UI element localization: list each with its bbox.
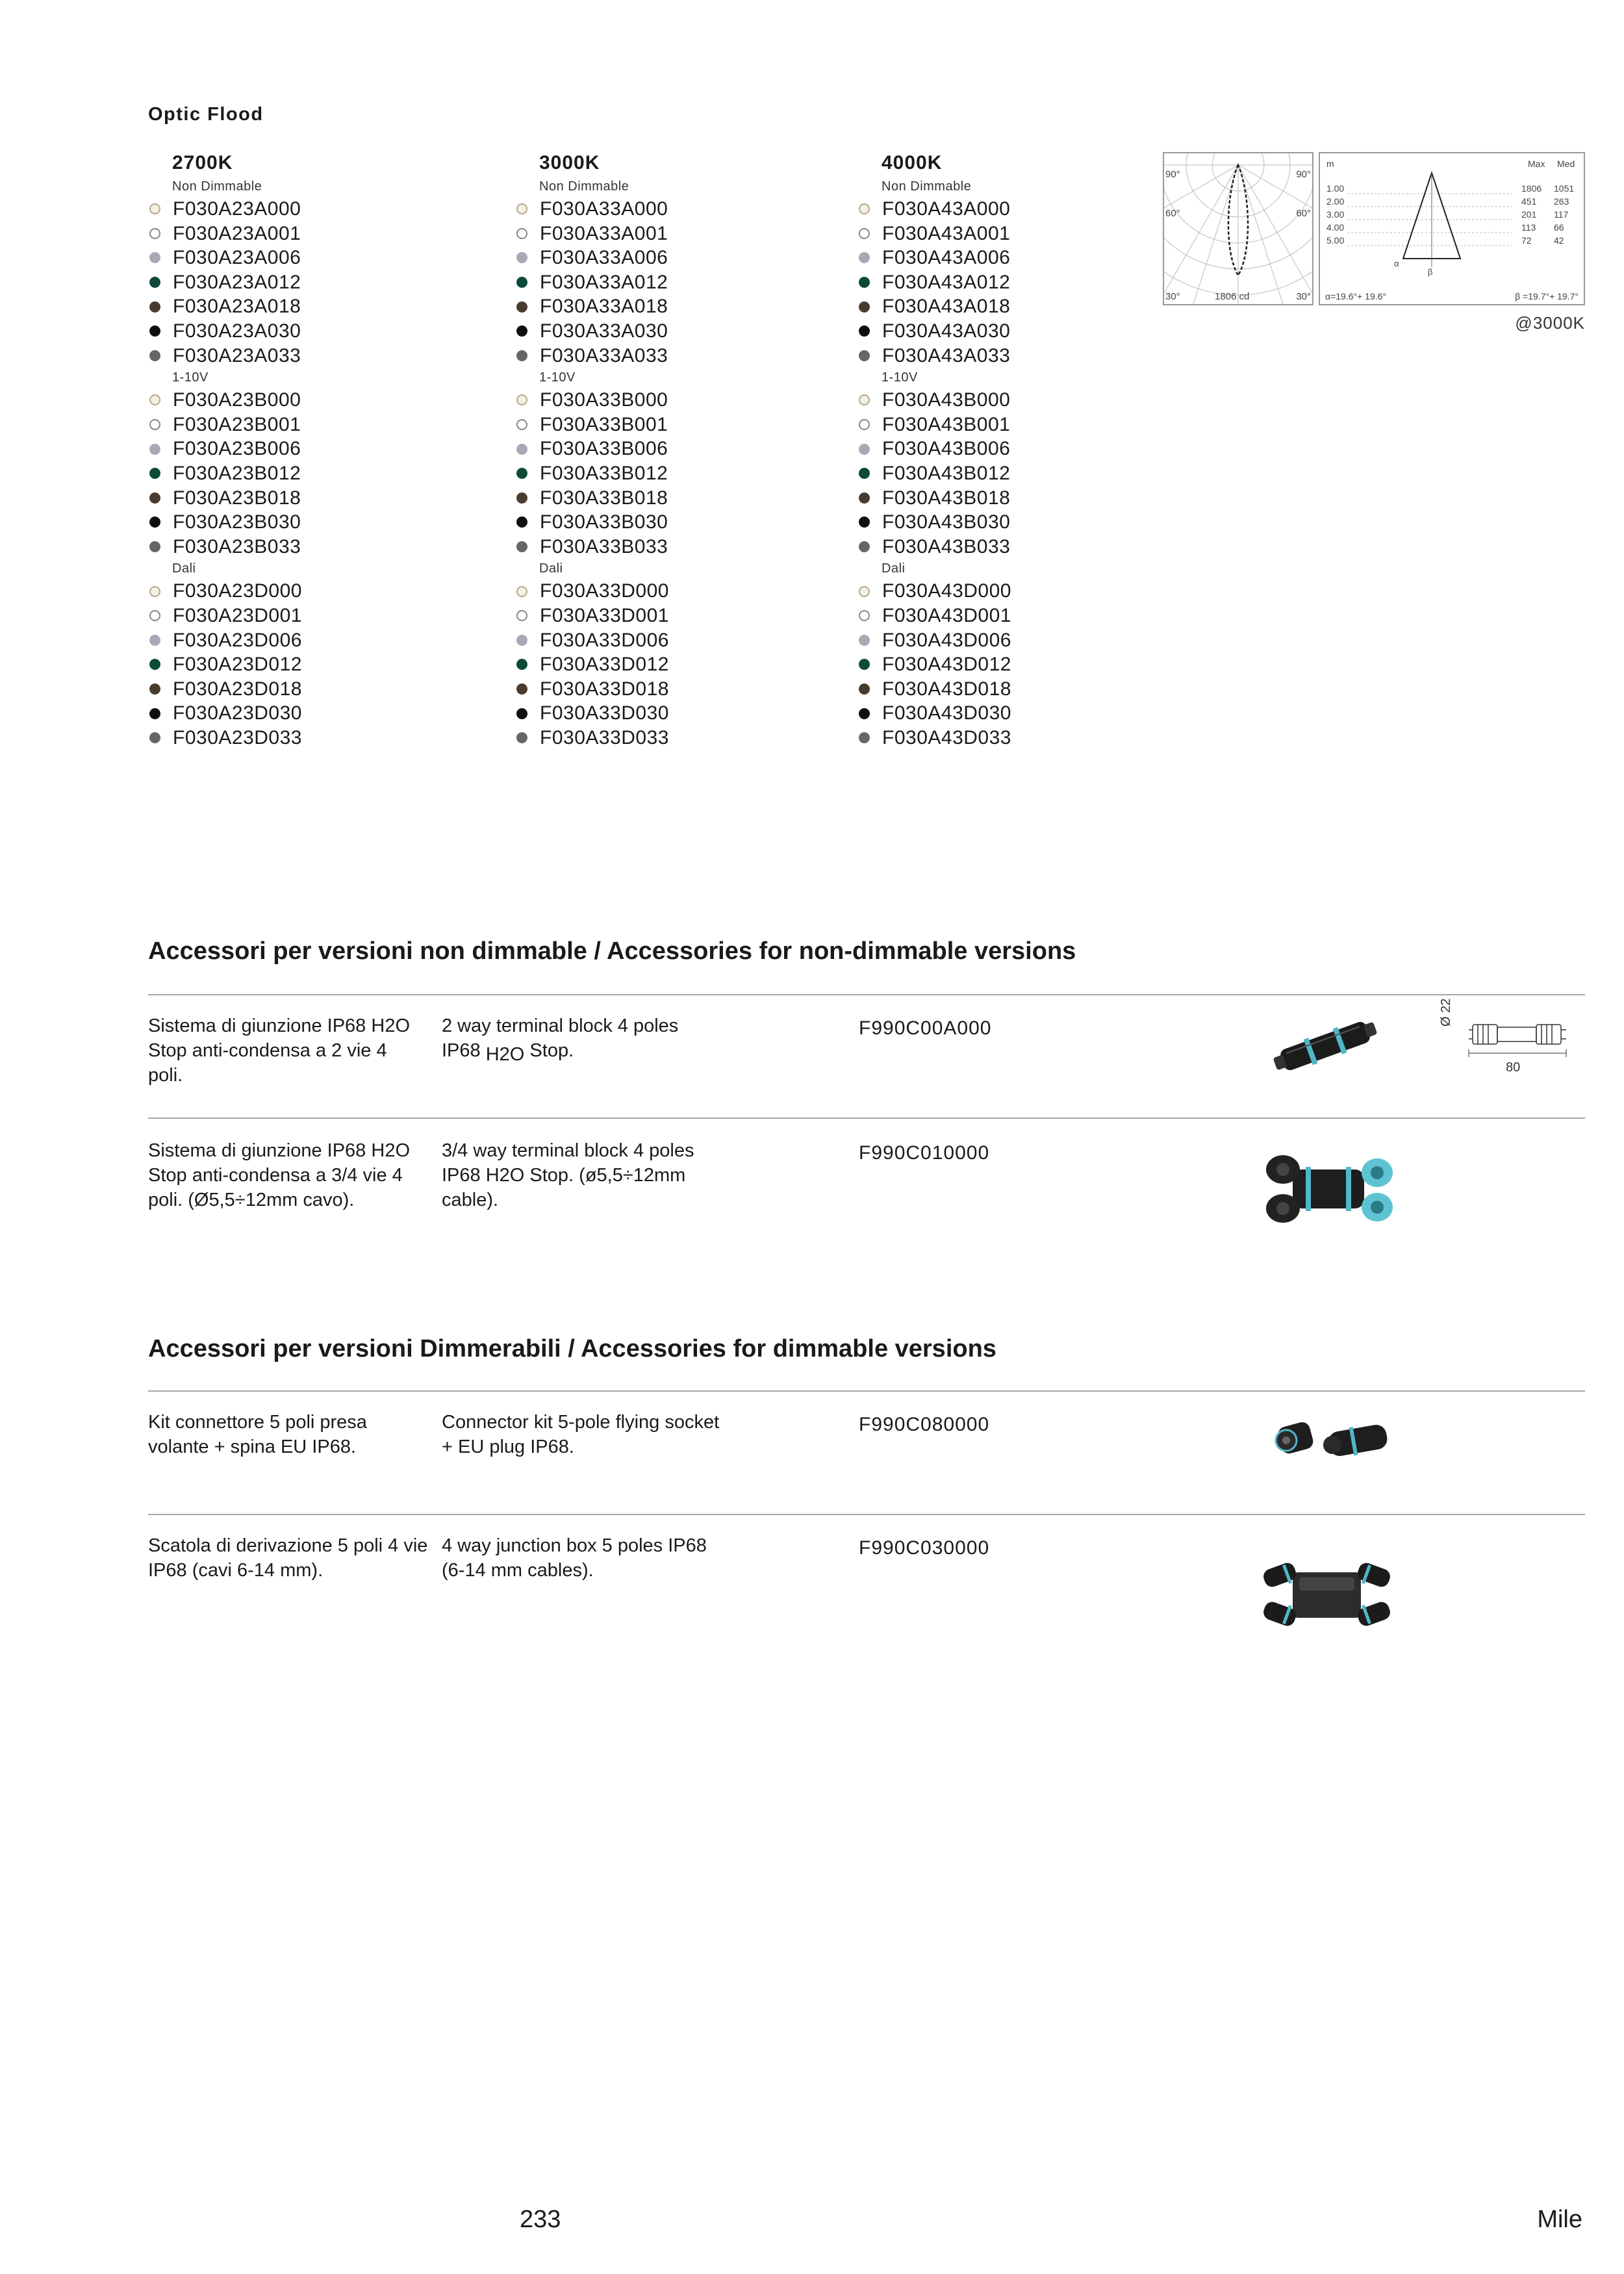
alpha-symbol: α [1394, 259, 1399, 268]
finish-swatch-icon [859, 301, 870, 313]
product-code-row [857, 437, 1182, 461]
m-label: m [1326, 159, 1334, 169]
product-code: F030A33D033 [540, 726, 669, 748]
med-label: Med [1557, 159, 1575, 169]
acc3-english: Connector kit 5-pole flying socket + EU plug IP68. [442, 1412, 720, 1457]
product-code-row [857, 319, 1182, 344]
finish-swatch-icon [859, 732, 870, 743]
finish-swatch-icon [149, 610, 160, 621]
cone-m-value: 3.00 [1326, 209, 1345, 220]
product-code: F030A23B001 [173, 413, 301, 435]
product-code: F030A43D012 [882, 654, 1011, 676]
product-code: F030A33A012 [540, 271, 668, 293]
product-code-row [857, 222, 1182, 246]
product-code: F030A33D006 [540, 629, 669, 651]
finish-swatch-icon [149, 350, 160, 361]
product-code: F030A43D001 [882, 604, 1011, 626]
finish-swatch-icon [516, 492, 527, 504]
dimming-type-label: 1-10V [882, 370, 918, 385]
dimming-type-label: Non Dimmable [172, 179, 262, 194]
finish-swatch-icon [516, 517, 527, 528]
finish-swatch-icon [516, 394, 527, 405]
product-code-row [857, 701, 1182, 726]
product-code-row [515, 388, 840, 413]
product-code-row [857, 677, 1182, 702]
finish-swatch-icon [516, 203, 527, 214]
acc1-italian: Sistema di giunzione IP68 H2O Stop anti-condensa a 2 vie 4 poli. [148, 1016, 410, 1086]
product-code: F030A33B033 [540, 535, 668, 557]
finish-swatch-icon [859, 635, 870, 646]
finish-swatch-icon [516, 683, 527, 695]
finish-swatch-icon [516, 635, 527, 646]
angle-60-left: 60° [1165, 208, 1180, 219]
product-code-row [857, 270, 1182, 295]
divider [148, 1514, 1585, 1515]
product-code-row [857, 461, 1182, 486]
product-code-row [857, 579, 1182, 604]
product-code: F030A33B018 [540, 487, 668, 509]
product-code: F030A43A001 [882, 222, 1011, 244]
product-code: F030A43A033 [882, 344, 1011, 366]
beta-symbol: β [1428, 267, 1433, 277]
column-2700k [148, 149, 473, 750]
product-code-row [148, 319, 473, 344]
product-code-row [515, 222, 840, 246]
product-code-row [857, 246, 1182, 270]
product-code: F030A33B000 [540, 389, 668, 411]
cone-med-value: 42 [1554, 235, 1564, 246]
connector-kit-image [1267, 1410, 1390, 1468]
acc3-italian: Kit connettore 5 poli presa volante + spina EU IP68. [148, 1412, 367, 1457]
product-code: F030A23D006 [173, 629, 302, 651]
product-code: F030A43B018 [882, 487, 1011, 509]
product-code: F030A23A000 [173, 198, 301, 220]
product-code-row [515, 344, 840, 368]
product-code-row [857, 344, 1182, 368]
dimming-type-label: Dali [882, 561, 906, 576]
product-code-row [148, 461, 473, 486]
cone-med-value: 66 [1554, 222, 1564, 233]
divider [148, 1390, 1585, 1392]
product-code-row [857, 535, 1182, 559]
acc1-english [442, 1014, 721, 1063]
finish-swatch-icon [149, 683, 160, 695]
product-code: F030A23D012 [173, 654, 302, 676]
product-code-row [515, 413, 840, 437]
product-code-row [148, 652, 473, 677]
product-code-row [515, 579, 840, 604]
acc-nondim-title: Accessori per versioni non dimmable / Accessories for non-dimmable versions [148, 938, 1076, 965]
product-code: F030A43D030 [882, 702, 1011, 724]
product-code-row [148, 437, 473, 461]
product-code: F030A23A006 [173, 247, 301, 269]
finish-swatch-icon [516, 350, 527, 361]
product-code: F030A43B030 [882, 511, 1011, 533]
product-code-row [148, 726, 473, 750]
product-code-row [515, 726, 840, 750]
finish-swatch-icon [516, 586, 527, 597]
cone-m-value: 2.00 [1326, 196, 1345, 207]
finish-swatch-icon [859, 586, 870, 597]
dimension-length: 80 [1506, 1060, 1521, 1075]
finish-swatch-icon [859, 683, 870, 695]
product-code: F030A33A030 [540, 320, 668, 342]
product-code: F030A23A030 [173, 320, 301, 342]
product-code-row [515, 461, 840, 486]
product-code: F030A23D018 [173, 678, 302, 700]
product-code-row [515, 486, 840, 511]
finish-swatch-icon [516, 708, 527, 719]
finish-swatch-icon [859, 228, 870, 239]
product-code-row [148, 344, 473, 368]
finish-swatch-icon [149, 394, 160, 405]
acc-dim-title: Accessori per versioni Dimmerabili / Accessories for dimmable versions [148, 1335, 996, 1362]
finish-swatch-icon [859, 517, 870, 528]
finish-swatch-icon [859, 394, 870, 405]
angle-90-left: 90° [1165, 169, 1180, 180]
product-code-row [515, 701, 840, 726]
finish-swatch-icon [149, 517, 160, 528]
product-code: F030A33B001 [540, 413, 668, 435]
finish-swatch-icon [149, 492, 160, 504]
finish-swatch-icon [149, 203, 160, 214]
color-temperature-heading: 4000K [882, 152, 943, 173]
angle-90-right: 90° [1296, 169, 1311, 180]
acc3-code: F990C080000 [859, 1414, 990, 1435]
cone-med-value: 263 [1554, 196, 1569, 207]
candela-value: 1806 cd [1215, 291, 1250, 302]
finish-swatch-icon [859, 468, 870, 479]
cone-max-value: 201 [1521, 209, 1537, 220]
product-code-row [148, 510, 473, 535]
finish-swatch-icon [516, 301, 527, 313]
product-code-row [515, 319, 840, 344]
terminal-block-2way-drawing [1465, 1010, 1588, 1069]
cone-m-value: 1.00 [1326, 183, 1345, 194]
color-temperature-heading: 2700K [172, 152, 233, 173]
product-code: F030A33D000 [540, 580, 669, 602]
finish-swatch-icon [516, 444, 527, 455]
product-code: F030A23D000 [173, 580, 302, 602]
acc4-english: 4 way junction box 5 poles IP68 (6-14 mm cables). [442, 1535, 707, 1581]
acc2-code: F990C010000 [859, 1142, 990, 1164]
product-code: F030A43B000 [882, 389, 1011, 411]
cone-graphic [1320, 153, 1584, 304]
product-code: F030A43A012 [882, 271, 1011, 293]
cone-diagram [1319, 152, 1585, 305]
product-code: F030A43A030 [882, 320, 1011, 342]
product-code-row [148, 701, 473, 726]
product-code: F030A23A001 [173, 222, 301, 244]
product-code-row [857, 388, 1182, 413]
finish-swatch-icon [516, 277, 527, 288]
product-code: F030A43B006 [882, 438, 1011, 460]
cone-max-value: 1806 [1521, 183, 1542, 194]
product-code-row [148, 535, 473, 559]
finish-swatch-icon [149, 301, 160, 313]
divider [148, 994, 1585, 995]
product-code-row [857, 652, 1182, 677]
cone-m-value: 4.00 [1326, 222, 1345, 233]
dimming-type-label: 1-10V [172, 370, 209, 385]
finish-swatch-icon [149, 708, 160, 719]
product-code-row [857, 197, 1182, 222]
product-code-row [148, 294, 473, 319]
product-code: F030A43B001 [882, 413, 1011, 435]
finish-swatch-icon [516, 732, 527, 743]
product-code: F030A23B030 [173, 511, 301, 533]
product-code: F030A23B006 [173, 438, 301, 460]
acc4-code: F990C030000 [859, 1537, 990, 1559]
finish-swatch-icon [516, 541, 527, 552]
product-code-row [148, 579, 473, 604]
column-3000k [515, 149, 840, 750]
acc4-italian: Scatola di derivazione 5 poli 4 vie IP68 (cavi 6-14 mm). [148, 1535, 428, 1581]
angle-60-right: 60° [1296, 208, 1311, 219]
finish-swatch-icon [516, 610, 527, 621]
product-code-row [515, 437, 840, 461]
product-code-row [148, 246, 473, 270]
column-4000k [857, 149, 1182, 750]
product-code: F030A33D012 [540, 654, 669, 676]
product-code: F030A23A018 [173, 296, 301, 318]
product-code: F030A33A018 [540, 296, 668, 318]
dimming-type-label: Non Dimmable [539, 179, 629, 194]
product-code-row [857, 413, 1182, 437]
product-code-row [148, 270, 473, 295]
product-code-row [148, 677, 473, 702]
product-code: F030A23D001 [173, 604, 302, 626]
photometry-note: @3000K [1515, 313, 1585, 333]
product-code-row [515, 510, 840, 535]
finish-swatch-icon [149, 277, 160, 288]
product-code-row [148, 222, 473, 246]
product-code-row [515, 535, 840, 559]
finish-swatch-icon [149, 541, 160, 552]
finish-swatch-icon [859, 252, 870, 263]
product-code: F030A33A000 [540, 198, 668, 220]
finish-swatch-icon [859, 203, 870, 214]
junction-box-image [1257, 1540, 1397, 1650]
acc2-italian: Sistema di giunzione IP68 H2O Stop anti-condensa a 3/4 vie 4 poli. (Ø5,5÷12mm cavo). [148, 1140, 410, 1210]
polar-curve-graphic [1164, 153, 1312, 304]
color-temperature-heading: 3000K [539, 152, 600, 173]
product-code: F030A33A033 [540, 344, 668, 366]
cone-med-value: 1051 [1554, 183, 1575, 194]
product-code-row [515, 628, 840, 653]
product-code-row [515, 197, 840, 222]
dimension-diameter: Ø 22 [1439, 998, 1453, 1027]
finish-swatch-icon [859, 708, 870, 719]
finish-swatch-icon [149, 419, 160, 430]
product-code: F030A33A001 [540, 222, 668, 244]
cone-max-value: 113 [1521, 222, 1536, 233]
product-code: F030A43D033 [882, 726, 1011, 748]
dimming-type-label: 1-10V [539, 370, 576, 385]
finish-swatch-icon [859, 659, 870, 670]
finish-swatch-icon [149, 732, 160, 743]
product-code: F030A23B000 [173, 389, 301, 411]
product-code-row [515, 270, 840, 295]
product-code-row [148, 486, 473, 511]
product-code: F030A23D033 [173, 726, 302, 748]
finish-swatch-icon [149, 659, 160, 670]
product-code: F030A23D030 [173, 702, 302, 724]
product-code: F030A43D000 [882, 580, 1011, 602]
finish-swatch-icon [859, 444, 870, 455]
product-code-row [148, 413, 473, 437]
acc1-english-sub: H2O [485, 1044, 525, 1065]
product-code: F030A43A000 [882, 198, 1011, 220]
finish-swatch-icon [516, 252, 527, 263]
product-code: F030A43B012 [882, 462, 1011, 484]
terminal-block-4way-image [1254, 1143, 1403, 1234]
product-code: F030A33B006 [540, 438, 668, 460]
product-code: F030A23A012 [173, 271, 301, 293]
alpha-angle: α=19.6°+ 19.6° [1325, 291, 1387, 301]
product-code: F030A43B033 [882, 535, 1011, 557]
dimming-type-label: Non Dimmable [882, 179, 972, 194]
product-code: F030A43A018 [882, 296, 1011, 318]
product-code: F030A33D018 [540, 678, 669, 700]
cone-m-value: 5.00 [1326, 235, 1345, 246]
product-code-row [515, 652, 840, 677]
finish-swatch-icon [516, 659, 527, 670]
product-code-row [857, 486, 1182, 511]
finish-swatch-icon [859, 541, 870, 552]
product-code-row [148, 197, 473, 222]
acc1-code: F990C00A000 [859, 1017, 992, 1039]
product-code-row [148, 628, 473, 653]
finish-swatch-icon [859, 277, 870, 288]
angle-30-right: 30° [1296, 291, 1311, 302]
finish-swatch-icon [516, 419, 527, 430]
product-code: F030A23B012 [173, 462, 301, 484]
cone-max-value: 451 [1521, 196, 1537, 207]
product-code: F030A33A006 [540, 247, 668, 269]
finish-swatch-icon [149, 586, 160, 597]
product-code-row [515, 294, 840, 319]
acc2-english: 3/4 way terminal block 4 poles IP68 H2O Stop. (ø5,5÷12mm cable). [442, 1140, 694, 1210]
beta-angle: β =19.7°+ 19.7° [1515, 291, 1579, 301]
product-code-row [857, 628, 1182, 653]
finish-swatch-icon [859, 326, 870, 337]
finish-swatch-icon [859, 419, 870, 430]
finish-swatch-icon [516, 228, 527, 239]
dimming-type-label: Dali [172, 561, 196, 576]
product-code-row [857, 604, 1182, 628]
finish-swatch-icon [859, 350, 870, 361]
product-code-row [857, 510, 1182, 535]
acc1-english-post: Stop. [524, 1040, 574, 1061]
finish-swatch-icon [149, 468, 160, 479]
finish-swatch-icon [149, 252, 160, 263]
product-code-row [515, 604, 840, 628]
finish-swatch-icon [149, 444, 160, 455]
polar-diagram [1163, 152, 1313, 305]
product-code: F030A43D006 [882, 629, 1011, 651]
product-code: F030A23B033 [173, 535, 301, 557]
product-code-row [857, 726, 1182, 750]
terminal-block-2way-image [1267, 1010, 1384, 1082]
product-code: F030A33D001 [540, 604, 669, 626]
product-code-row [148, 388, 473, 413]
finish-swatch-icon [859, 610, 870, 621]
product-code: F030A33D030 [540, 702, 669, 724]
section-title: Optic Flood [148, 104, 264, 125]
product-code-row [515, 246, 840, 270]
page-number: 233 [520, 2206, 561, 2233]
product-name: Mile [1537, 2206, 1582, 2233]
product-code: F030A33B012 [540, 462, 668, 484]
cone-max-value: 72 [1521, 235, 1532, 246]
product-code-row [857, 294, 1182, 319]
finish-swatch-icon [516, 326, 527, 337]
product-code: F030A33B030 [540, 511, 668, 533]
finish-swatch-icon [859, 492, 870, 504]
finish-swatch-icon [516, 468, 527, 479]
product-code: F030A43A006 [882, 247, 1011, 269]
product-code-row [515, 677, 840, 702]
product-code: F030A23B018 [173, 487, 301, 509]
dimming-type-label: Dali [539, 561, 563, 576]
finish-swatch-icon [149, 228, 160, 239]
cone-med-value: 117 [1554, 209, 1569, 220]
finish-swatch-icon [149, 635, 160, 646]
acc1-english-pre: 2 way terminal block 4 poles IP68 [442, 1016, 679, 1061]
product-code: F030A43D018 [882, 678, 1011, 700]
divider [148, 1118, 1585, 1119]
max-label: Max [1528, 159, 1545, 169]
angle-30-left: 30° [1165, 291, 1180, 302]
product-code-row [148, 604, 473, 628]
product-code: F030A23A033 [173, 344, 301, 366]
finish-swatch-icon [149, 326, 160, 337]
